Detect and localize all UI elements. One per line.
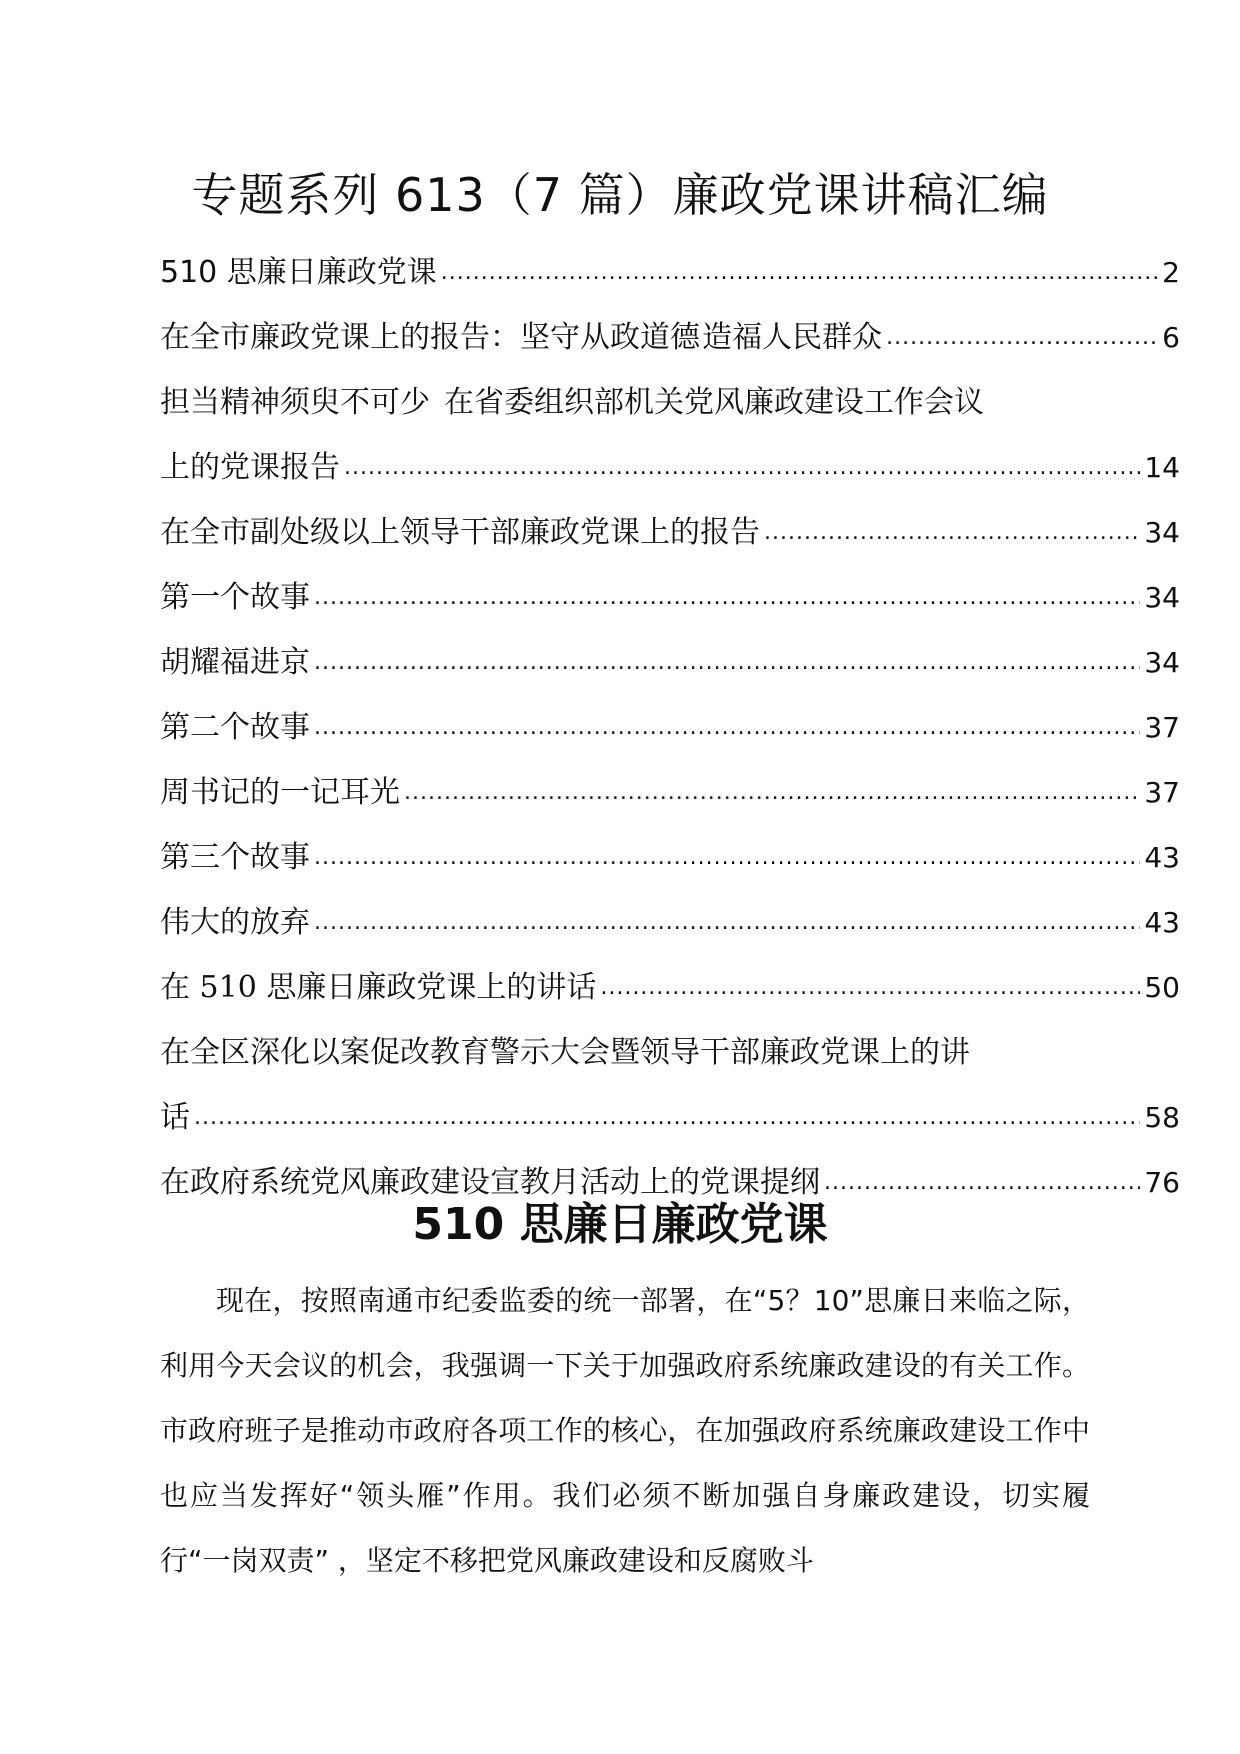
toc-entry[interactable] xyxy=(160,1085,1180,1150)
toc-entry[interactable] xyxy=(160,890,1180,955)
toc-entry-text: 话 xyxy=(160,1100,190,1135)
toc-entry-text: 第三个故事 xyxy=(160,840,310,875)
toc-entry[interactable] xyxy=(160,695,1180,760)
toc-entry-text: 周书记的一记耳光 xyxy=(160,775,400,810)
document-title: 专题系列 613（7 篇）廉政党课讲稿汇编 xyxy=(191,168,1049,222)
toc-dot-leader xyxy=(314,630,1140,695)
toc-entry-text: 第一个故事 xyxy=(160,580,310,615)
toc-page-number: 34 xyxy=(1144,646,1180,679)
toc-page-number: 50 xyxy=(1144,971,1180,1004)
table-of-contents xyxy=(160,240,1180,1215)
toc-entry[interactable] xyxy=(160,305,1180,370)
toc-page-number: 34 xyxy=(1144,516,1180,549)
toc-entry-text: 在全市副处级以上领导干部廉政党课上的报告 xyxy=(160,515,760,550)
toc-page-number: 58 xyxy=(1144,1101,1180,1134)
toc-dot-leader xyxy=(314,890,1140,955)
toc-entry[interactable] xyxy=(160,1020,1085,1085)
toc-dot-leader xyxy=(314,695,1140,760)
toc-dot-leader xyxy=(441,240,1158,305)
toc-page-number: 37 xyxy=(1144,711,1180,744)
body-paragraph: 现在，按照南通市纪委监委的统一部署，在“5？10”思廉日来临之际，利用今天会议的机会，我强调一下关于加强政府系统廉政建设的有关工作。市政府班子是推动市政府各项工作的核心，在加强政府系统廉政建设工作中也应当发挥好“领头雁”作用。我们必须不断加强自身廉政建设，切实履行“一岗双责” ，坚定不移把党风廉政建设和反腐败斗 xyxy=(160,1284,1090,1577)
toc-page-number: 14 xyxy=(1144,451,1180,484)
toc-entry[interactable] xyxy=(160,565,1180,630)
toc-page-number: 2 xyxy=(1162,256,1180,289)
toc-entry-text: 在 510 思廉日廉政党课上的讲话 xyxy=(160,970,597,1005)
toc-dot-leader xyxy=(314,565,1140,630)
toc-page-number: 43 xyxy=(1144,841,1180,874)
toc-page-number: 37 xyxy=(1144,776,1180,809)
toc-entry-text: 在政府系统党风廉政建设宣教月活动上的党课提纲 xyxy=(160,1165,820,1200)
toc-entry-subtext: 造福人民群众 xyxy=(702,320,883,355)
toc-entry-text: 510 思廉日廉政党课 xyxy=(160,255,437,290)
toc-page-number: 34 xyxy=(1144,581,1180,614)
toc-page-number: 76 xyxy=(1144,1166,1180,1199)
toc-entry[interactable] xyxy=(160,630,1180,695)
toc-entry-text: 在全区深化以案促改教育警示大会暨领导干部廉政党课上的讲 xyxy=(160,1035,970,1070)
toc-dot-leader xyxy=(344,435,1140,500)
toc-page-number: 6 xyxy=(1162,321,1180,354)
toc-dot-leader xyxy=(886,305,1158,370)
toc-dot-leader xyxy=(404,760,1140,825)
toc-page-number: 43 xyxy=(1144,906,1180,939)
toc-entry[interactable] xyxy=(160,825,1180,890)
toc-dot-leader xyxy=(194,1085,1140,1150)
toc-entry-text: 在全市廉政党课上的报告：坚守从政道德 xyxy=(160,320,700,355)
section-title: 510 思廉日廉政党课 xyxy=(412,1199,828,1250)
toc-entry[interactable] xyxy=(160,955,1180,1020)
toc-entry[interactable] xyxy=(160,370,1085,435)
toc-entry[interactable] xyxy=(160,240,1180,305)
toc-entry-text: 第二个故事 xyxy=(160,710,310,745)
toc-entry-text: 胡耀福进京 xyxy=(160,645,310,680)
toc-entry-text: 伟大的放弃 xyxy=(160,905,310,940)
toc-entry-subtext: 在省委组织部机关党风廉政建设工作会议 xyxy=(444,385,984,420)
toc-dot-leader xyxy=(764,500,1140,565)
toc-entry[interactable] xyxy=(160,435,1180,500)
toc-dot-leader xyxy=(314,825,1140,890)
toc-entry-text: 上的党课报告 xyxy=(160,450,340,485)
toc-dot-leader xyxy=(600,955,1140,1020)
toc-entry[interactable] xyxy=(160,760,1180,825)
toc-entry[interactable] xyxy=(160,500,1180,565)
toc-entry-text: 担当精神须臾不可少 xyxy=(160,385,430,420)
